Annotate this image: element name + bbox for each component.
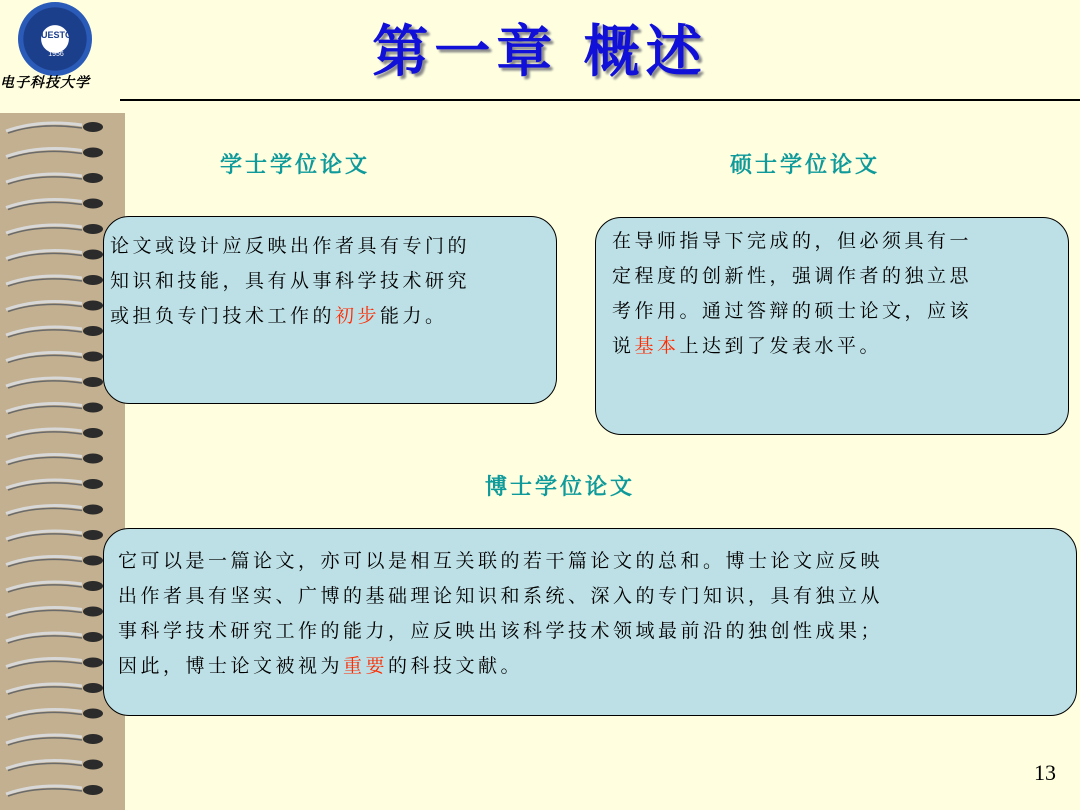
heading-bachelor: 学士学位论文 [220,152,371,178]
spiral-ring [6,760,103,771]
bachelor-line-3 [110,299,556,334]
bachelor-description-box [103,216,557,404]
spiral-ring [6,479,103,490]
logo-abbr: UESTC [41,30,72,40]
spiral-ring [6,275,103,286]
spiral-ring [6,403,103,414]
spiral-ring [6,683,103,694]
spiral-ring [6,505,103,516]
master-text-before: 说 [612,335,635,357]
bachelor-line-1: 论文或设计应反映出作者具有专门的 [110,235,471,257]
bachelor-highlight: 初步 [335,305,381,327]
bachelor-text-before: 或担负专门技术工作的 [110,305,336,327]
logo-university-name: 电子科技大学 [0,75,90,91]
spiral-ring [6,632,103,643]
doctor-text-before: 因此，博士论文被视为 [118,655,344,677]
spiral-ring [6,734,103,745]
spiral-binding [0,113,125,810]
spiral-ring [6,173,103,184]
spiral-ring [6,556,103,567]
master-text-after: 上达到了发表水平。 [679,335,883,357]
master-line-2: 定程度的创新性，强调作者的独立思 [612,265,973,287]
spiral-ring [6,709,103,720]
header-divider [120,99,1080,101]
bachelor-line-2: 知识和技能，具有从事科学技术研究 [110,270,471,292]
bachelor-text-after: 能力。 [380,305,448,327]
page-number: 13 [1034,760,1056,785]
doctor-highlight: 重要 [343,655,389,677]
heading-master: 硕士学位论文 [730,152,881,178]
slide-title: 第一章 概述 [372,20,708,85]
spiral-ring [6,352,103,363]
logo-year: 1956 [48,51,64,58]
master-highlight: 基本 [634,335,680,357]
spiral-ring [6,122,103,133]
spiral-ring [6,785,103,796]
spiral-ring [6,658,103,669]
doctor-line-4 [118,649,1076,684]
spiral-ring [6,326,103,337]
master-line-1: 在导师指导下完成的，但必须具有一 [612,230,973,252]
spiral-ring [6,199,103,210]
doctor-description-box [103,528,1077,716]
master-line-3: 考作用。通过答辩的硕士论文，应该 [612,300,973,322]
doctor-line-3: 事科学技术研究工作的能力，应反映出该科学技术领域最前沿的独创性成果； [118,620,884,642]
master-description-box [595,217,1069,435]
spiral-ring [6,148,103,159]
heading-doctor: 博士学位论文 [485,474,636,500]
master-line-4 [612,329,1068,364]
spiral-ring [6,250,103,261]
spiral-ring [6,428,103,439]
doctor-line-1: 它可以是一篇论文，亦可以是相互关联的若干篇论文的总和。博士论文应反映 [118,550,884,572]
spiral-ring [6,301,103,312]
doctor-text-after: 的科技文献。 [388,655,524,677]
spiral-ring [6,530,103,541]
doctor-line-2: 出作者具有坚实、广博的基础理论知识和系统、深入的专门知识，具有独立从 [118,585,884,607]
spiral-ring [6,377,103,388]
spiral-ring [6,454,103,465]
spiral-ring [6,581,103,592]
spiral-ring [6,607,103,618]
spiral-ring [6,224,103,235]
